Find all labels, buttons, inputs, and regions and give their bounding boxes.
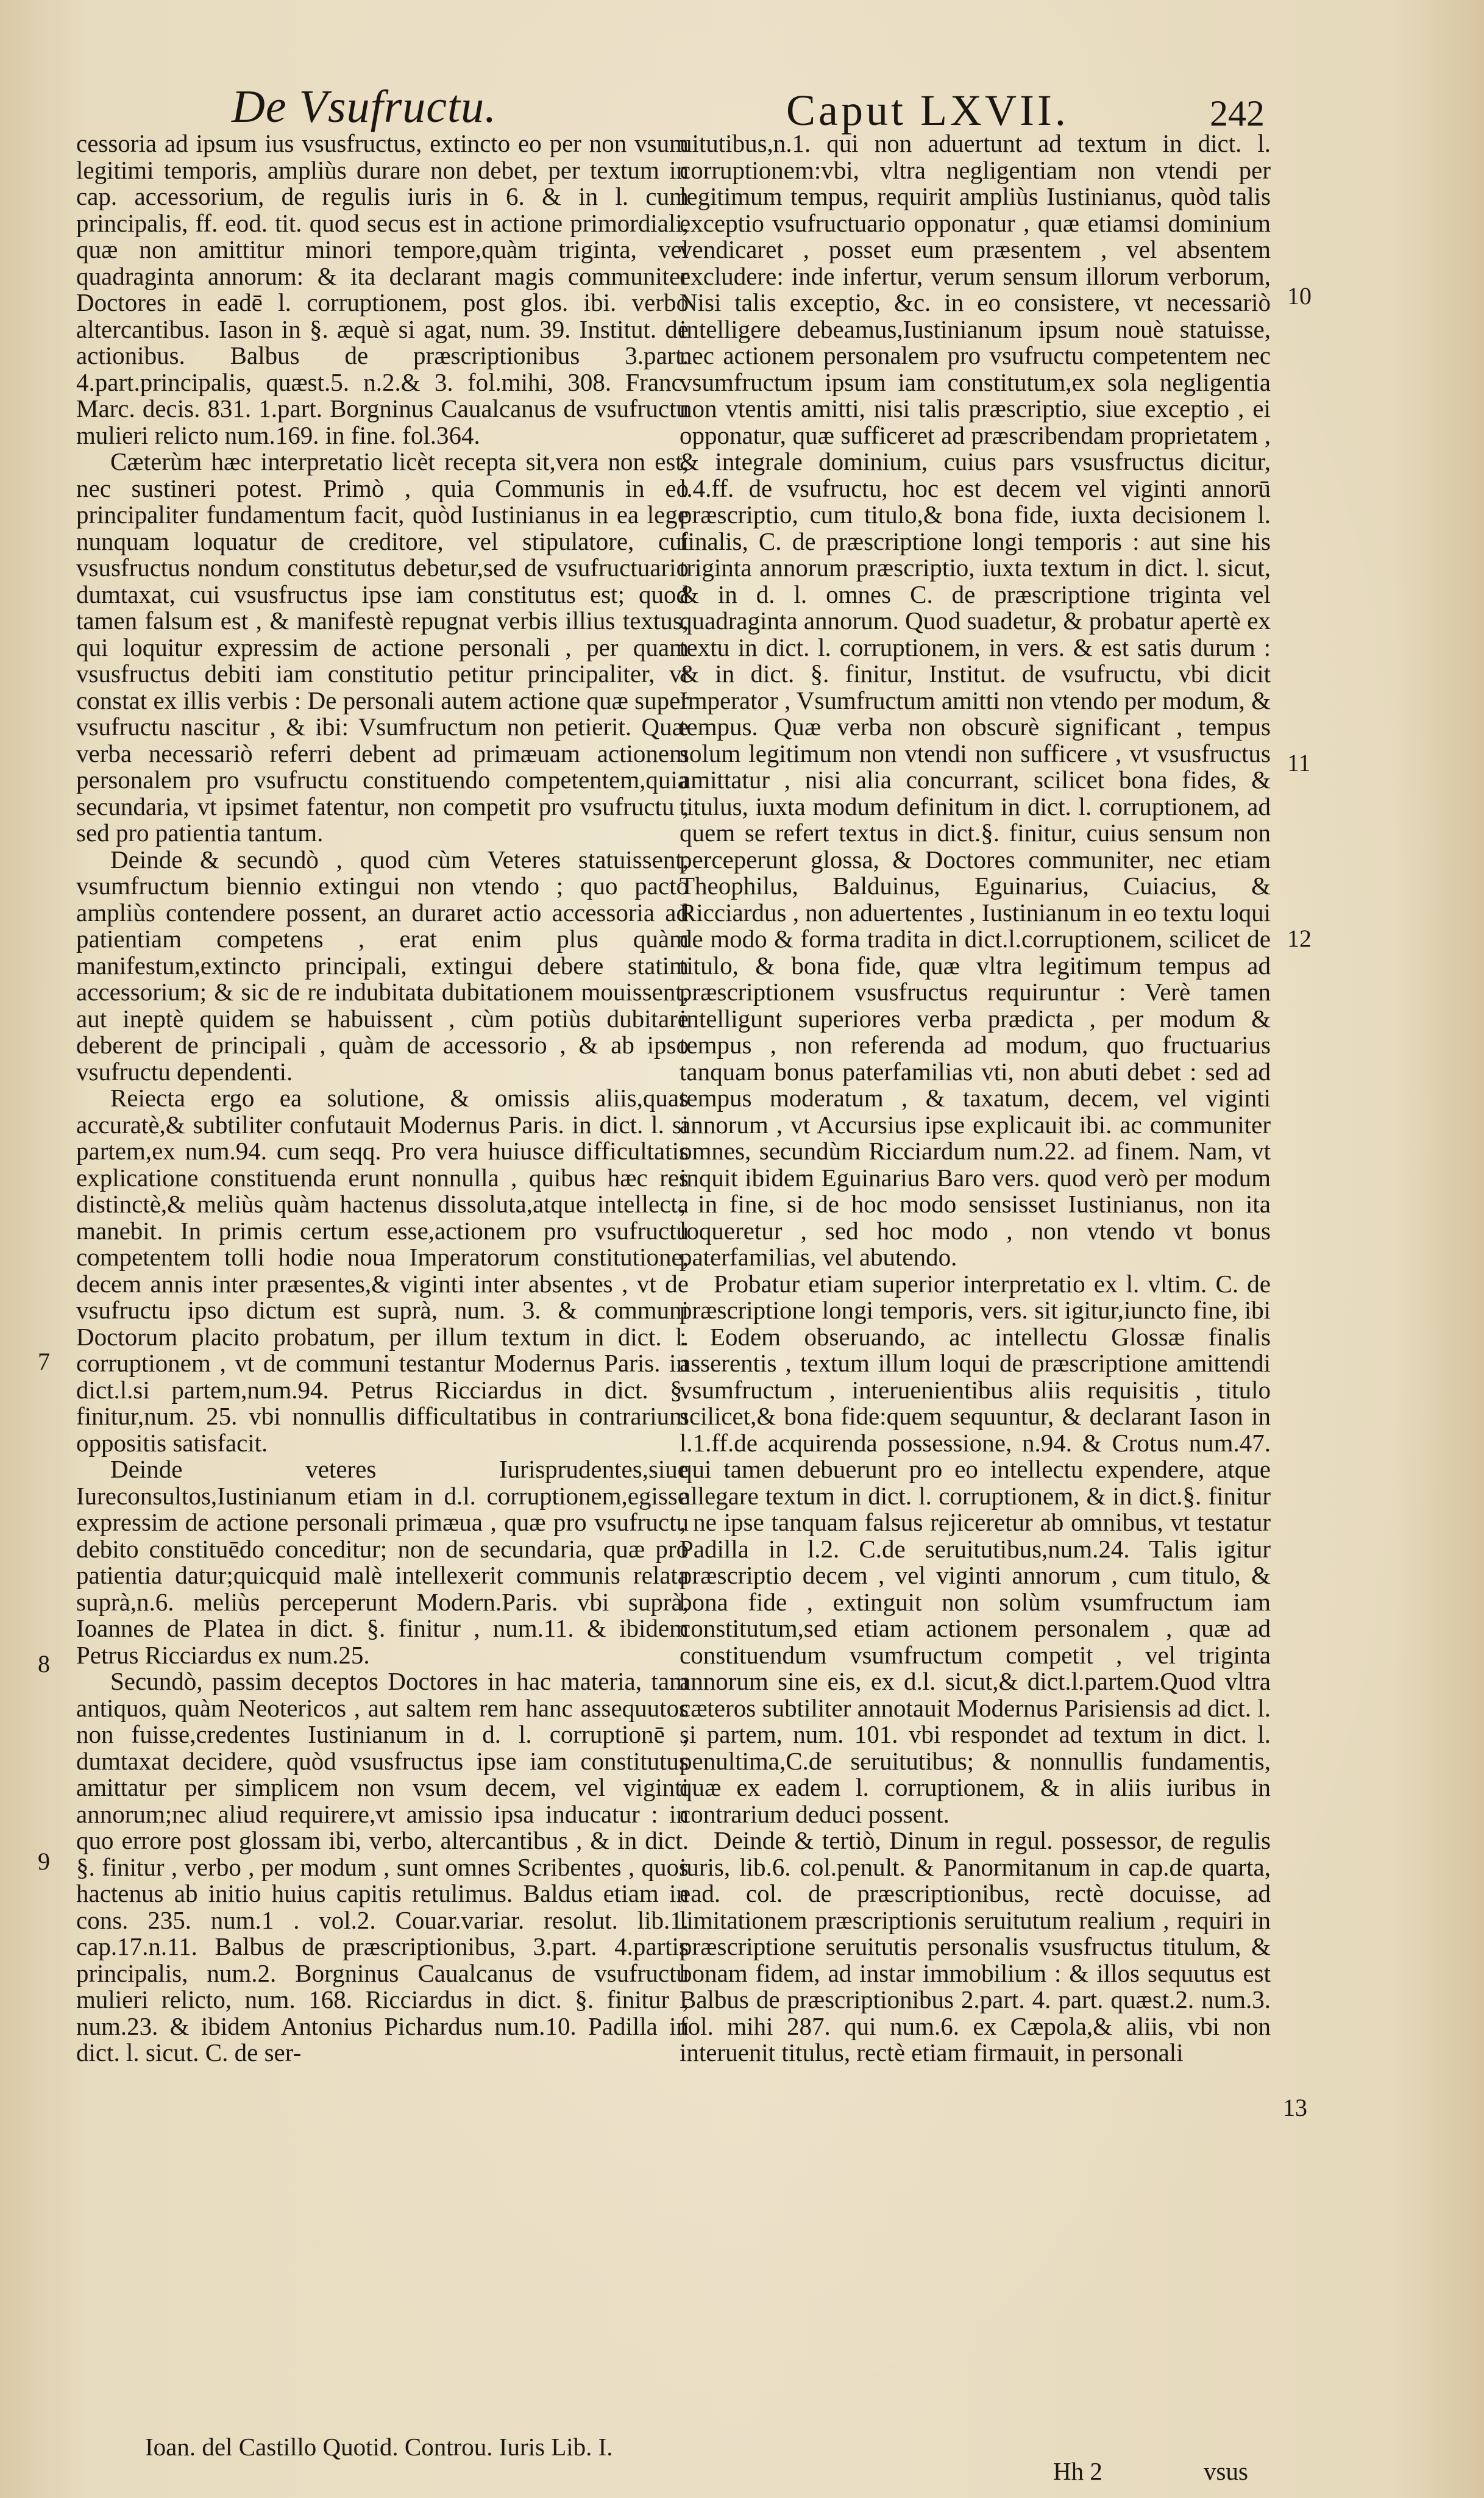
margin-number: 10 bbox=[1287, 282, 1312, 310]
left-paragraph: Secundò, passim deceptos Doctores in hac materia, tam antiquos, quàm Neotericos , aut saltem rem hanc assequutos non fuisse,credentes Iustinianum in d. l. corruptionē , dumtaxat decidere, quòd vsusfructus ipse iam constitutus amittatur per simplicem non vsum decem, vel viginti annorum;nec aliud requirere,vt amissio ipsa inducatur : in quo errore post glossam ibi, verbo, altercantibus , & in dict. §. finitur , verbo , per modum , sunt omnes Scribentes , quos hactenus ab initio huius capitis retulimus. Baldus etiam in cons. 235. num.1 . vol.2. Couar.variar. resolut. lib.1. cap.17.n.11. Balbus de præscriptionibus, 3.part. 4.partis principalis, num.2. Borgninus Caualcanus de vsufructu mulieri relicto, num. 168. Ricciardus in dict. §. finitur , num.23. & ibidem Antonius Pichardus num.10. Padilla in dict. l. sicut. C. de ser- bbox=[76, 1667, 689, 2066]
margin-number: 9 bbox=[38, 1848, 50, 1875]
margin-number: 11 bbox=[1287, 749, 1311, 777]
margin-number: 13 bbox=[1283, 2094, 1307, 2121]
left-paragraph: Deinde veteres Iurisprudentes,siue Iureconsultos,Iustinianum etiam in d.l. corruptionem,egisse expressim de actione personali primæua , quæ pro vsufructu debito constituēdo conceditur; non de secundaria, quæ pro patientia datur;quicquid malè intellexerit communis relata suprà,n.6. meliùs perceperunt Modern.Paris. vbi suprà, Ioannes de Platea in dict. §. finitur , num.11. & ibidem Petrus Ricciardus ex num.25. bbox=[76, 1455, 689, 1669]
left-paragraph: Reiecta ergo ea solutione, & omissis aliis,quas accuratè,& subtiliter confutauit Modernus Paris. in dict. l. si partem,ex num.94. cum seqq. Pro vera huiusce difficultatis explicatione constituenda erunt nonnulla , quibus hæc res distinctè,& meliùs quàm hactenus dissoluta,atque intellecta manebit. In primis certum esse,actionem pro vsufructu competentem tolli hodie noua Imperatorum constitutione, decem annis inter præsentes,& viginti inter absentes , vt de vsufructu ipso dictum est suprà, num. 3. & communi Doctorum placito probatum, per illum textum in dict. l. corruptionem , vt de communi testantur Modernus Paris. in dict.l.si partem,num.94. Petrus Ricciardus in dict. §. finitur,num. 25. vbi nonnullis difficultatibus in contrarium oppositis satisfacit. bbox=[76, 1084, 689, 1457]
margin-number: 12 bbox=[1287, 925, 1312, 952]
margin-number: 8 bbox=[38, 1650, 50, 1678]
right-paragraph: Probatur etiam superior interpretatio ex l. vltim. C. de præscriptione longi temporis, vers. sit igitur,iuncto fine, ibi : Eodem obseruando, ac intellectu Glossæ finalis asserentis , textum illum loqui de præscriptione amittendi vsumfructum , interuenientibus aliis requisitis , titulo scilicet,& bona fide:quem sequuntur, & declarant Iason in l.1.ff.de acquirenda possessione, n.94. & Crotus num.47. qui tamen debuerunt pro eo intellectu expendere, atque allegare textum in dict. l. corruptionem, & in dict.§. finitur , ne ipse tanquam falsus rejiceretur ab omnibus, vt testatur Padilla in l.2. C.de seruitutibus,num.24. Talis igitur præscriptio decem , vel viginti annorum , cum titulo, & bona fide , extinguit non solùm vsumfructum iam constitutum,sed etiam actionem personalem , quæ ad constituendum vsumfructum competit , vel triginta annorum sine eis, ex d.l. sicut,& dict.l.partem.Quod vltra cæteros subtiliter annotauit Modernus Parisiensis ad dict. l. si partem, num. 101. vbi respondet ad textum in dict. l. penultima,C.de seruitutibus; & nonnullis fundamentis, quæ ex eadem l. corruptionem, & in aliis iuribus in contrarium deduci possent. bbox=[680, 1269, 1271, 1828]
left-column bbox=[76, 130, 689, 2066]
left-paragraph: Deinde & secundò , quod cùm Veteres statuissent, vsumfructum biennio extingui non vtendo ; quo pacto ampliùs contendere possent, an duraret actio accessoria ad patientiam competens , erat enim plus quàm manifestum,extincto principali, extingui debere statim accessorium; & sic de re indubitata dubitationem mouissent, aut ineptè quidem se habuissent , cùm potiùs dubitare deberent de principali , quàm de accessorio , & ab ipso vsufructu dependenti. bbox=[76, 845, 689, 1086]
left-paragraph: Cæterùm hæc interpretatio licèt recepta sit,vera non est, nec sustineri potest. Primò , quia Communis in eo principaliter fundamentum facit, quòd Iustinianus in ea lege nunquam loquatur de creditore, vel stipulatore, cui vsusfructus nondum constitutus debetur,sed de vsufructuario dumtaxat, cui vsusfructus ipse iam constitutus est; quod tamen falsum est , & manifestè repugnat verbis illius textus, qui loquitur expressim de actione personali , per quam vsusfructus debiti iam constitutio petitur principaliter, vt constat ex illis verbis : De personali autem actione quæ super vsufructu nascitur , & ibi: Vsumfructum non petierit. Quæ verba necessariò referri debent ad primæuam actionem personalem pro vsufructu constituendo competentem,quia secundaria, vt ipsimet fatentur, non competit pro vsufructu , sed pro patientia tantum. bbox=[76, 447, 689, 847]
margin-number: 7 bbox=[38, 1348, 50, 1375]
right-paragraph: Deinde & tertiò, Dinum in regul. possessor, de regulis iuris, lib.6. col.penult. & Panormitanum in cap.de quarta, ead. col. de præscriptionibus, rectè docuisse, ad limitationem præscriptionis seruitutum realium , requiri in præscriptione seruitutis personalis vsusfructus titulum, & bonam fidem, ad instar immobilium : & illos sequutus est Balbus de præscriptionibus 2.part. 4. part. quæst.2. num.3. fol. mihi 287. qui num.6. ex Cæpola,& aliis, vbi non interuenit titulus, rectè etiam firmauit, in personali bbox=[680, 1826, 1271, 2066]
right-column bbox=[680, 130, 1271, 2066]
left-paragraph: cessoria ad ipsum ius vsusfructus, extincto eo per non vsum legitimi temporis, ampliùs durare non debet, per textum in cap. accessorium, de regulis iuris in 6. & in l. cum principalis, ff. eod. tit. quod secus est in actione primordiali, quæ non amittitur minori tempore,quàm triginta, vel quadraginta annorum: & ita declarant magis communiter Doctores in eadē l. corruptionem, post glos. ibi. verbo altercantibus. Iason in §. æquè si agat, num. 39. Institut. de actionibus. Balbus de præscriptionibus 3.part. 4.part.principalis, quæst.5. n.2.& 3. fol.mihi, 308. Franc. Marc. decis. 831. 1.part. Borgninus Caualcanus de vsufructu mulieri relicto num.169. in fine. fol.364. bbox=[76, 129, 689, 449]
footer-author-line: Ioan. del Castillo Quotid. Controu. Iuris Lib. I. bbox=[145, 2433, 613, 2461]
header-chapter: Caput LXVII. bbox=[786, 86, 1069, 135]
footer-signature: Hh 2 bbox=[1053, 2457, 1102, 2485]
footer-catchword: vsus bbox=[1204, 2457, 1248, 2485]
right-paragraph: uitutibus,n.1. qui non aduertunt ad textum in dict. l. corruptionem:vbi, vltra negligentiam non vtendi per legitimum tempus, requirit ampliùs Iustinianus, quòd talis exceptio vsufructuario opponatur , quæ etiamsi dominium vendicaret , posset eum præsentem , vel absentem excludere: inde infertur, verum sensum illorum verborum, Nisi talis exceptio, &c. in eo consistere, vt necessariò intelligere debeamus,Iustinianum ipsum nouè statuisse, nec actionem personalem pro vsufructu competentem nec vsumfructum ipsum iam constitutum,ex sola negligentia non vtentis amitti, nisi talis præscriptio, siue exceptio , ei opponatur, quæ sufficeret ad præscribendam proprietatem , & integrale dominium, cuius pars vsusfructus dicitur, l.4.ff. de vsufructu, hoc est decem vel viginti annorū præscriptio, cum titulo,& bona fide, iuxta decisionem l. finalis, C. de præscriptione longi temporis : aut sine his triginta annorum præscriptio, iuxta textum in dict. l. sicut, & in d. l. omnes C. de præscriptione triginta vel quadraginta annorum. Quod suadetur, & probatur apertè ex textu in dict. l. corruptionem, in vers. & est satis durum : & in dict. §. finitur, Institut. de vsufructu, vbi dicit Imperator , Vsumfructum amitti non vtendo per modum, & tempus. Quæ verba non obscurè significant , tempus solum legitimum non vtendi non sufficere , vt vsusfructus amittatur , nisi alia concurrant, scilicet bona fides, & titulus, iuxta modum definitum in dict. l. corruptionem, ad quem se refert textus in dict.§. finitur, cuius sensum non perceperunt glossa, & Doctores communiter, nec etiam Theophilus, Balduinus, Eguinarius, Cuiacius, & Ricciardus , non aduertentes , Iustinianum in eo textu loqui de modo & forma tradita in dict.l.corruptionem, scilicet de titulo, & bona fide, quæ vltra legitimum tempus ad præscriptionem vsusfructus requiruntur : Verè tamen intelligunt superiores verba prædicta , per modum & tempus , non referenda ad modum, quo fructuarius tanquam bonus paterfamilias vti, non abuti debet : sed ad tempus moderatum , & taxatum, decem, vel viginti annorum , vt Accursius ipse explicauit ibi. ac communiter omnes, secundùm Ricciardum num.22. ad finem. Nam, vt inquit ibidem Eguinarius Baro vers. quod verò per modum , in fine, si de hoc modo sensisset Iustinianus, non ita loqueretur , sed hoc modo , non vtendo vt bonus paterfamilias, vel abutendo. bbox=[680, 129, 1271, 1271]
header-title-left: De Vsufructu. bbox=[232, 81, 497, 132]
page-number: 242 bbox=[1210, 93, 1265, 133]
